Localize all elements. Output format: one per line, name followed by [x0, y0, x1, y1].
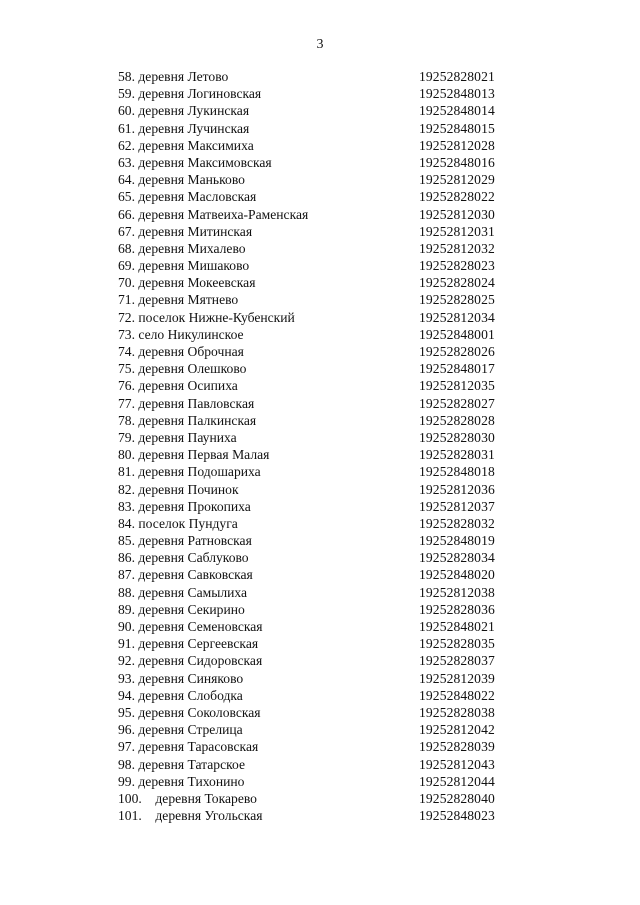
oktmo-code: 19252812043 [419, 756, 495, 772]
table-row [118, 395, 518, 412]
oktmo-code: 19252812038 [419, 584, 495, 600]
table-row [118, 687, 518, 704]
oktmo-code: 19252828021 [419, 69, 495, 84]
table-row [118, 240, 518, 257]
table-row [118, 102, 518, 119]
table-row [118, 463, 518, 480]
table-row [118, 120, 518, 137]
settlement-name: 61. деревня Лучинская [118, 120, 250, 136]
settlement-name: 74. деревня Оброчная [118, 344, 244, 359]
oktmo-code: 19252828026 [419, 344, 495, 359]
table-row [118, 652, 518, 669]
table-row [118, 154, 518, 171]
oktmo-code: 19252828023 [419, 258, 495, 274]
oktmo-code: 19252812028 [419, 137, 495, 153]
table-row [118, 206, 518, 223]
settlement-name: 85. деревня Ратновская [118, 533, 252, 549]
table-row [118, 171, 518, 188]
settlement-table [118, 68, 518, 824]
table-row [118, 223, 518, 240]
settlement-name: 72. поселок Нижне-Кубенский [118, 309, 295, 325]
settlement-name: 96. деревня Стрелица [118, 722, 243, 738]
table-row [118, 515, 518, 532]
table-row [118, 704, 518, 721]
oktmo-code: 19252828038 [419, 704, 495, 720]
settlement-name: 62. деревня Максимиха [118, 137, 254, 153]
settlement-name: 101. деревня Угольская [118, 808, 263, 824]
settlement-name: 66. деревня Матвеиха-Раменская [118, 206, 309, 222]
settlement-name: 86. деревня Саблуково [118, 550, 249, 566]
oktmo-code: 19252848019 [419, 533, 495, 549]
table-row [118, 481, 518, 498]
oktmo-code: 19252848015 [419, 120, 495, 136]
oktmo-code: 19252848017 [419, 361, 495, 377]
oktmo-code: 19252828028 [419, 412, 495, 428]
settlement-name: 80. деревня Первая Малая [118, 447, 270, 463]
settlement-name: 71. деревня Мятнево [118, 292, 239, 308]
oktmo-code: 19252828025 [419, 292, 495, 308]
settlement-name: 88. деревня Самылиха [118, 584, 248, 600]
settlement-name: 94. деревня Слободка [118, 687, 243, 703]
table-row [118, 446, 518, 463]
oktmo-code: 19252828031 [419, 447, 495, 463]
table-row [118, 343, 518, 360]
oktmo-code: 19252812034 [419, 309, 495, 325]
oktmo-code: 19252828027 [419, 395, 495, 411]
settlement-name: 97. деревня Тарасовская [118, 739, 259, 755]
table-row [118, 68, 518, 85]
settlement-name: 95. деревня Соколовская [118, 704, 261, 720]
oktmo-code: 19252848013 [419, 86, 495, 102]
settlement-name: 90. деревня Семеновская [118, 619, 263, 634]
oktmo-code: 19252828030 [419, 429, 495, 445]
settlement-name: 98. деревня Татарское [118, 756, 246, 772]
table-row [118, 790, 518, 807]
oktmo-code: 19252812039 [419, 670, 495, 686]
settlement-name: 78. деревня Палкинская [118, 412, 257, 428]
table-row [118, 584, 518, 601]
settlement-name: 100. деревня Токарево [118, 790, 257, 806]
oktmo-code: 19252812036 [419, 481, 495, 497]
table-row [118, 498, 518, 515]
table-row [118, 188, 518, 205]
table-row [118, 532, 518, 549]
table-row [118, 601, 518, 618]
table-row [118, 377, 518, 394]
table-row [118, 549, 518, 566]
oktmo-code: 19252828032 [419, 515, 495, 531]
oktmo-code: 19252848020 [419, 567, 495, 583]
oktmo-code: 19252848018 [419, 464, 495, 480]
table-row [118, 360, 518, 377]
oktmo-code: 19252812044 [419, 773, 495, 789]
settlement-name: 83. деревня Прокопиха [118, 498, 251, 514]
settlement-name: 82. деревня Починок [118, 481, 239, 497]
oktmo-code: 19252828036 [419, 601, 495, 617]
table-row [118, 635, 518, 652]
oktmo-code: 19252828035 [419, 636, 495, 652]
table-row [118, 738, 518, 755]
settlement-name: 81. деревня Подошариха [118, 464, 261, 480]
oktmo-code: 19252812037 [419, 498, 495, 514]
page-number: 3 [316, 37, 324, 52]
oktmo-code: 19252848023 [419, 808, 495, 824]
table-row [118, 773, 518, 790]
table-row [118, 291, 518, 308]
table-row [118, 618, 518, 635]
table-row [118, 429, 518, 446]
settlement-name: 70. деревня Мокеевская [118, 275, 256, 291]
oktmo-code: 19252828040 [419, 790, 495, 806]
settlement-name: 58. деревня Летово [118, 69, 229, 84]
settlement-name: 73. село Никулинское [118, 326, 244, 342]
oktmo-code: 19252812030 [419, 206, 495, 222]
settlement-name: 68. деревня Михалево [118, 240, 246, 256]
settlement-name: 59. деревня Логиновская [118, 86, 262, 102]
oktmo-code: 19252848022 [419, 687, 495, 703]
table-row [118, 274, 518, 291]
table-row [118, 137, 518, 154]
oktmo-code: 19252812035 [419, 378, 495, 394]
settlement-name: 91. деревня Сергеевская [118, 636, 259, 652]
settlement-name: 87. деревня Савковская [118, 567, 253, 583]
settlement-name: 99. деревня Тихонино [118, 773, 245, 789]
oktmo-code: 19252812032 [419, 240, 495, 256]
oktmo-code: 19252812029 [419, 172, 495, 188]
settlement-name: 64. деревня Маньково [118, 172, 245, 188]
settlement-name: 60. деревня Лукинская [118, 103, 250, 119]
settlement-name: 92. деревня Сидоровская [118, 653, 263, 669]
oktmo-code: 19252848021 [419, 619, 495, 634]
table-row [118, 309, 518, 326]
table-row [118, 721, 518, 738]
settlement-name: 79. деревня Пауниха [118, 429, 237, 445]
oktmo-code: 19252848001 [419, 326, 495, 342]
table-row [118, 566, 518, 583]
settlement-name: 76. деревня Осипиха [118, 378, 238, 394]
oktmo-code: 19252848014 [419, 103, 495, 119]
oktmo-code: 19252828037 [419, 653, 495, 669]
table-row [118, 670, 518, 687]
table-row [118, 756, 518, 773]
table-row [118, 85, 518, 102]
settlement-name: 63. деревня Максимовская [118, 154, 272, 170]
settlement-name: 65. деревня Масловская [118, 189, 257, 205]
oktmo-code: 19252828022 [419, 189, 495, 205]
settlement-name: 67. деревня Митинская [118, 223, 253, 239]
oktmo-code: 19252812031 [419, 223, 495, 239]
table-row [118, 326, 518, 343]
oktmo-code: 19252812042 [419, 722, 495, 738]
settlement-name: 69. деревня Мишаково [118, 258, 250, 274]
settlement-name: 93. деревня Синяково [118, 670, 244, 686]
table-row [118, 412, 518, 429]
oktmo-code: 19252828039 [419, 739, 495, 755]
oktmo-code: 19252828024 [419, 275, 495, 291]
oktmo-code: 19252828034 [419, 550, 495, 566]
settlement-name: 77. деревня Павловская [118, 395, 255, 411]
settlement-name: 75. деревня Олешково [118, 361, 247, 377]
oktmo-code: 19252848016 [419, 154, 495, 170]
table-row [118, 807, 518, 824]
settlement-name: 89. деревня Секирино [118, 601, 245, 617]
table-row [118, 257, 518, 274]
settlement-name: 84. поселок Пундуга [118, 515, 238, 531]
